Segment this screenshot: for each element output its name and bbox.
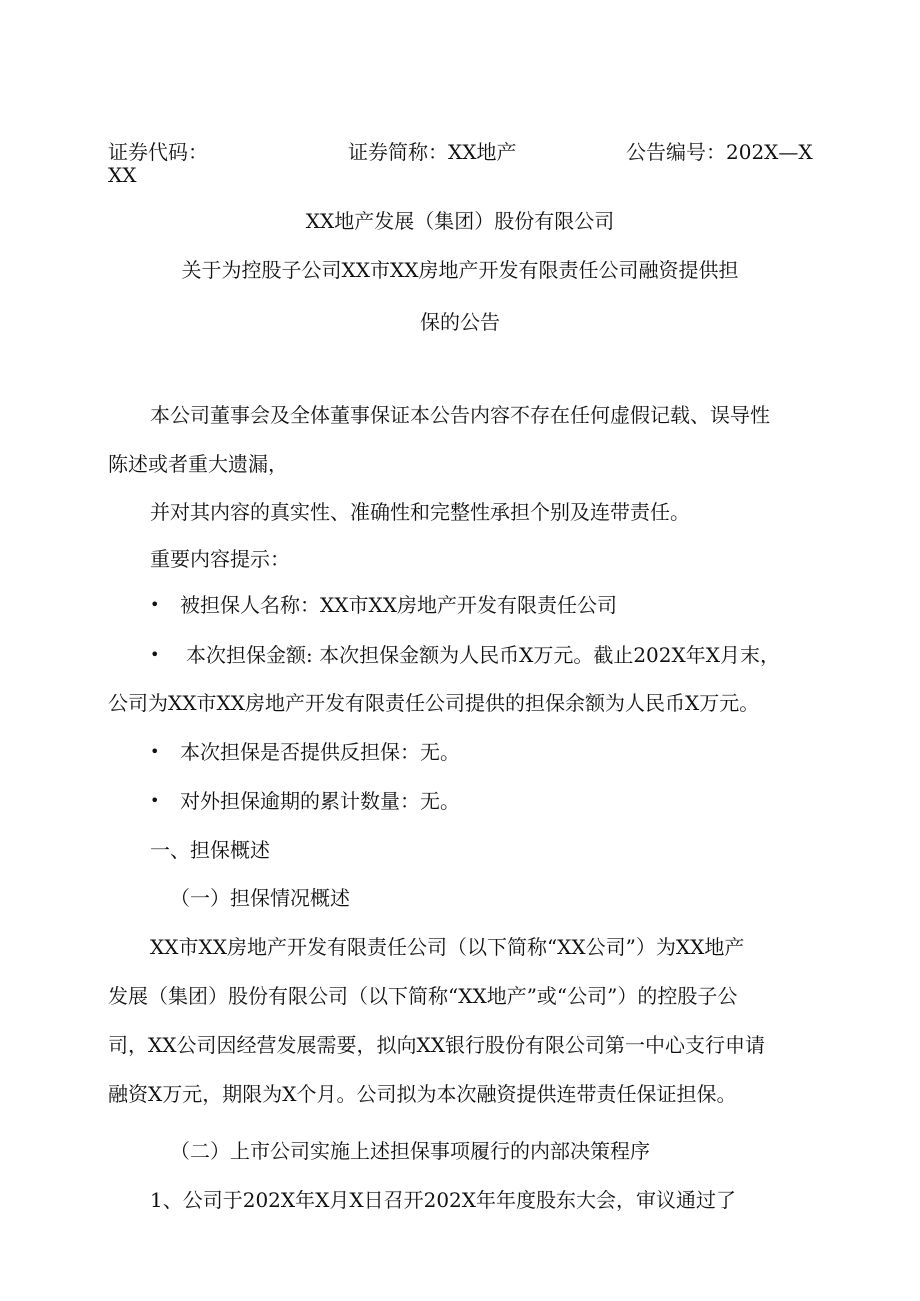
section-heading-guarantee-overview: 一、担保概述 bbox=[150, 838, 270, 862]
highlight-item-overdue-count: 对外担保逾期的累计数量：无。 bbox=[180, 789, 460, 813]
paragraph-line: 1、公司于202X年X月X日召开202X年年度股东大会，审议通过了 bbox=[150, 1188, 737, 1212]
notice-number: 公告编号：202X—X bbox=[626, 140, 813, 164]
statement-line-1: 本公司董事会及全体董事保证本公告内容不存在任何虚假记载、误导性 bbox=[150, 403, 770, 427]
paragraph-line: 融资X万元，期限为X个月。公司拟为本次融资提供连带责任保证担保。 bbox=[108, 1082, 737, 1106]
announcement-title-line1: 关于为控股子公司XX市XX房地产开发有限责任公司融资提供担 bbox=[181, 258, 739, 282]
security-abbreviation: 证券简称：XX地产 bbox=[348, 140, 517, 164]
bullet-icon: • bbox=[150, 742, 160, 761]
highlight-item-counter-guarantee: 本次担保是否提供反担保：无。 bbox=[180, 740, 460, 764]
paragraph-line: 司，XX公司因经营发展需要，拟向XX银行股份有限公司第一中心支行申请 bbox=[108, 1033, 765, 1057]
statement-line-3: 并对其内容的真实性、准确性和完整性承担个别及连带责任。 bbox=[150, 500, 690, 524]
paragraph-line: 发展（集团）股份有限公司（以下简称“XX地产”或“公司”）的控股子公 bbox=[108, 984, 738, 1008]
subsection-heading-guarantee-summary: （一）担保情况概述 bbox=[170, 886, 350, 910]
highlights-heading: 重要内容提示： bbox=[150, 547, 290, 571]
highlight-item-guaranteed-party: 被担保人名称：XX市XX房地产开发有限责任公司 bbox=[180, 593, 617, 617]
paragraph-line: XX市XX房地产开发有限责任公司（以下简称“XX公司”）为XX地产 bbox=[150, 935, 745, 959]
bullet-icon: • bbox=[150, 791, 160, 810]
statement-line-2: 陈述或者重大遗漏， bbox=[108, 452, 288, 476]
announcement-title-line2: 保的公告 bbox=[420, 310, 500, 334]
highlight-item-guarantee-amount: 本次担保金额: 本次担保金额为人民币X万元。截止202X年X月末， bbox=[186, 643, 780, 667]
bullet-icon: • bbox=[150, 595, 160, 614]
highlight-item-guarantee-amount-cont: 公司为XX市XX房地产开发有限责任公司提供的担保余额为人民币X万元。 bbox=[108, 691, 760, 715]
notice-number-continued: XX bbox=[108, 163, 137, 187]
security-code-label: 证券代码： bbox=[108, 140, 208, 164]
bullet-icon: • bbox=[150, 645, 160, 664]
company-title: XX地产发展（集团）股份有限公司 bbox=[305, 209, 615, 233]
subsection-heading-decision-procedure: （二）上市公司实施上述担保事项履行的内部决策程序 bbox=[170, 1139, 650, 1163]
